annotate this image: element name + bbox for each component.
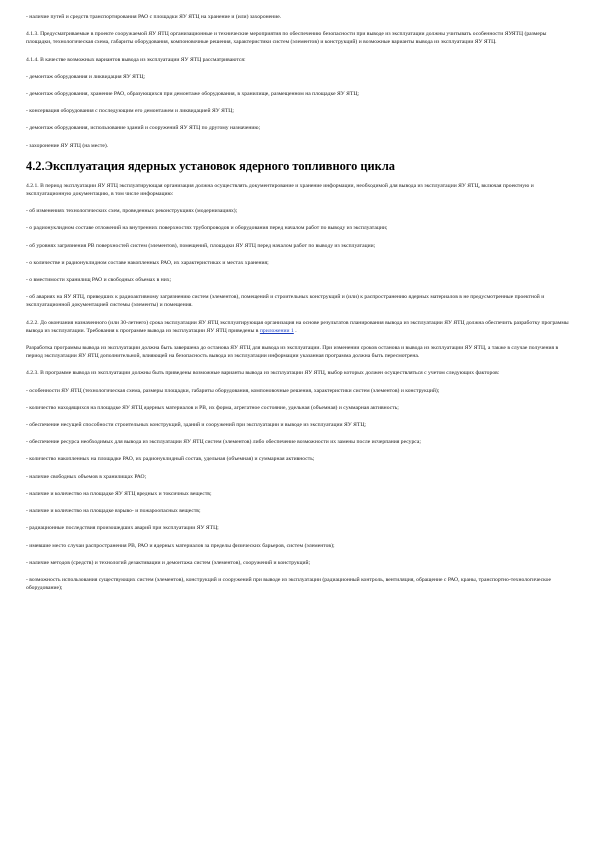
list-item-free-volumes: - наличие свободных объемов в хранилищах РАО; (26, 473, 147, 480)
list-item-methods: - наличие методов (средств) и технологий дезактивации и демонтажа систем (элементов), сооружений и конструкций; (26, 559, 311, 566)
list-item-resource: - обеспечение ресурса необходимых для вывода из эксплуатации ЯУ ЯТЦ систем (элементов) либо обеспечение возможности их замены после исчерпания ресурса; (26, 439, 421, 446)
list-item-contamination-levels: - об уровнях загрязнения РВ поверхностей систем (элементов), помещений, площадки ЯУ ЯТЦ перед началом работ по выводу из эксплуатации; (26, 242, 376, 249)
list-item-deposit-composition: - о радионуклидном составе отложений на внутренних поверхностях трубопроводов и оборудования перед началом работ по выводу из эксплуатации; (26, 225, 388, 232)
paragraph-4-2-3: 4.2.3. В программе вывода из эксплуатации должны быть приведены возможные варианты вывода из эксплуатации ЯУ ЯТЦ, выбор которых должен осуществляться с учетом следующих факторов: (26, 370, 500, 377)
list-item-scheme-changes: - об изменениях технологических схем, проведенных реконструкциях (модернизациях); (26, 208, 238, 215)
list-item-dismantle-liquidate: - демонтаж оборудования и ликвидация ЯУ ЯТЦ; (26, 73, 145, 80)
paragraph-4-2-2-text: 4.2.2. До окончания назначенного (или 30-летнего) срока эксплуатации ЯУ ЯТЦ эксплуатирующая организация на основе результатов планирования вывода из эксплуатации ЯУ ЯТЦ должна обеспечить разработку программы вывода из эксплуатации. Требования к программе вывода из эксплуатации ЯУ ЯТЦ приведены в (26, 319, 569, 334)
paragraph-4-2-2-end: . (293, 327, 297, 334)
list-item-rao-quantity: - о количестве и радионуклидном составе накопленных РАО, их характеристиках и местах хранения; (26, 259, 269, 266)
paragraph-4-1-4: 4.1.4. В качестве возможных вариантов вывода из эксплуатации ЯУ ЯТЦ рассматриваются: (26, 56, 246, 63)
list-item-storage-capacity: - о вместимости хранилищ РАО и свободных объемах в них; (26, 277, 172, 284)
list-item-accident-consequences: - радиационные последствия произошедших аварий при эксплуатации ЯУ ЯТЦ; (26, 525, 219, 532)
list-item-conservation: - консервация оборудования с последующим его демонтажем и ликвидацией ЯУ ЯТЦ; (26, 108, 234, 115)
list-item-accidents: - об авариях на ЯУ ЯТЦ, приведших к радиоактивному загрязнению систем (элементов), помещений и строительных конструкций и (или) к распространению ядерных материалов в не предусмотренные проектной и эксплуатационной документацией системы (элементы) и помещения. (26, 294, 545, 309)
list-item-existing-systems: - возможность использования существующих систем (элементов), конструкций и сооружений при выводе из эксплуатации (радиационный контроль, вентиляция, обращение с РАО, краны, транспортно-технологическое оборудование); (26, 576, 551, 592)
section-heading-4-2: 4.2.Эксплуатация ядерных установок ядерного топливного цикла (26, 158, 395, 173)
paragraph-4-2-2 (26, 319, 569, 335)
list-item-explosive-substances: - наличие и количество на площадке взрыво- и пожароопасных веществ; (26, 508, 201, 515)
document-page (26, 13, 569, 601)
list-item-load-capacity: - обеспечение несущей способности строительных конструкций, зданий и сооружений при эксплуатации и выводе из эксплуатации ЯУ ЯТЦ; (26, 422, 366, 429)
paragraph-4-1-3: 4.1.3. Предусматриваемые в проекте сооружаемой ЯУ ЯТЦ организационные и технические мероприятия по обеспечению безопасности при выводе из эксплуатации должны учитывать особенности ЯУЯТЦ (размеры площадки, технологическая схема, габариты оборудования, компоновочные решения, характеристики систем (элементов) и конструкций) и возможные варианты вывода из эксплуатации ЯУ ЯТЦ. (26, 31, 547, 46)
list-item-accumulated-rao: - количество накопленных на площадке РАО, их радионуклидный состав, удельная (объемная) и суммарная активность; (26, 456, 315, 463)
list-item-toxic-substances: - наличие и количество на площадке ЯУ ЯТЦ вредных и токсичных веществ; (26, 490, 212, 497)
list-item-entombment: - захоронение ЯУ ЯТЦ (на месте). (26, 142, 109, 149)
list-item-spread-cases: - имевшие место случаи распространения РВ, РАО и ядерных материалов за пределы физических барьеров, систем (элементов); (26, 542, 335, 549)
appendix-1-link[interactable]: приложении 1 (259, 327, 294, 334)
list-item-features: - особенности ЯУ ЯТЦ (технологическая схема, размеры площадки, габариты оборудования, компоновочные решения, характеристики систем (элементов) и конструкций); (26, 387, 440, 394)
list-item-dismantle-store: - демонтаж оборудования, хранение РАО, образующихся при демонтаже оборудования, в хранилище, размещенном на площадке ЯУ ЯТЦ; (26, 91, 359, 98)
paragraph-transport-routes: - наличие путей и средств транспортирования РАО с площадки ЯУ ЯТЦ на хранение и (или) захоронение. (26, 14, 282, 20)
list-item-nuclear-materials: - количество находящихся на площадке ЯУ ЯТЦ ядерных материалов и РВ, их форма, агрегатное состояние, удельная (объемная) и суммарная активность; (26, 404, 399, 411)
list-item-reuse-buildings: - демонтаж оборудования, использование зданий и сооружений ЯУ ЯТЦ по другому назначению; (26, 125, 261, 132)
paragraph-4-2-1: 4.2.1. В период эксплуатации ЯУ ЯТЦ эксплуатирующая организация должна осуществлять документирование и хранение информации, необходимой для вывода из эксплуатации ЯУ ЯТЦ, включая проектную и эксплуатационную документацию, в том числе информацию: (26, 182, 534, 198)
paragraph-program-development: Разработка программы вывода из эксплуатации должна быть завершена до останова ЯУ ЯТЦ для вывода из эксплуатации. При изменении сроков останова и вывода из эксплуатации ЯУ ЯТЦ, а также в случае получения в период эксплуатации ЯУ ЯТЦ дополнительной, влияющей на безопасность вывода из эксплуатации информации указанная программа должна быть пересмотрена. (26, 345, 559, 360)
